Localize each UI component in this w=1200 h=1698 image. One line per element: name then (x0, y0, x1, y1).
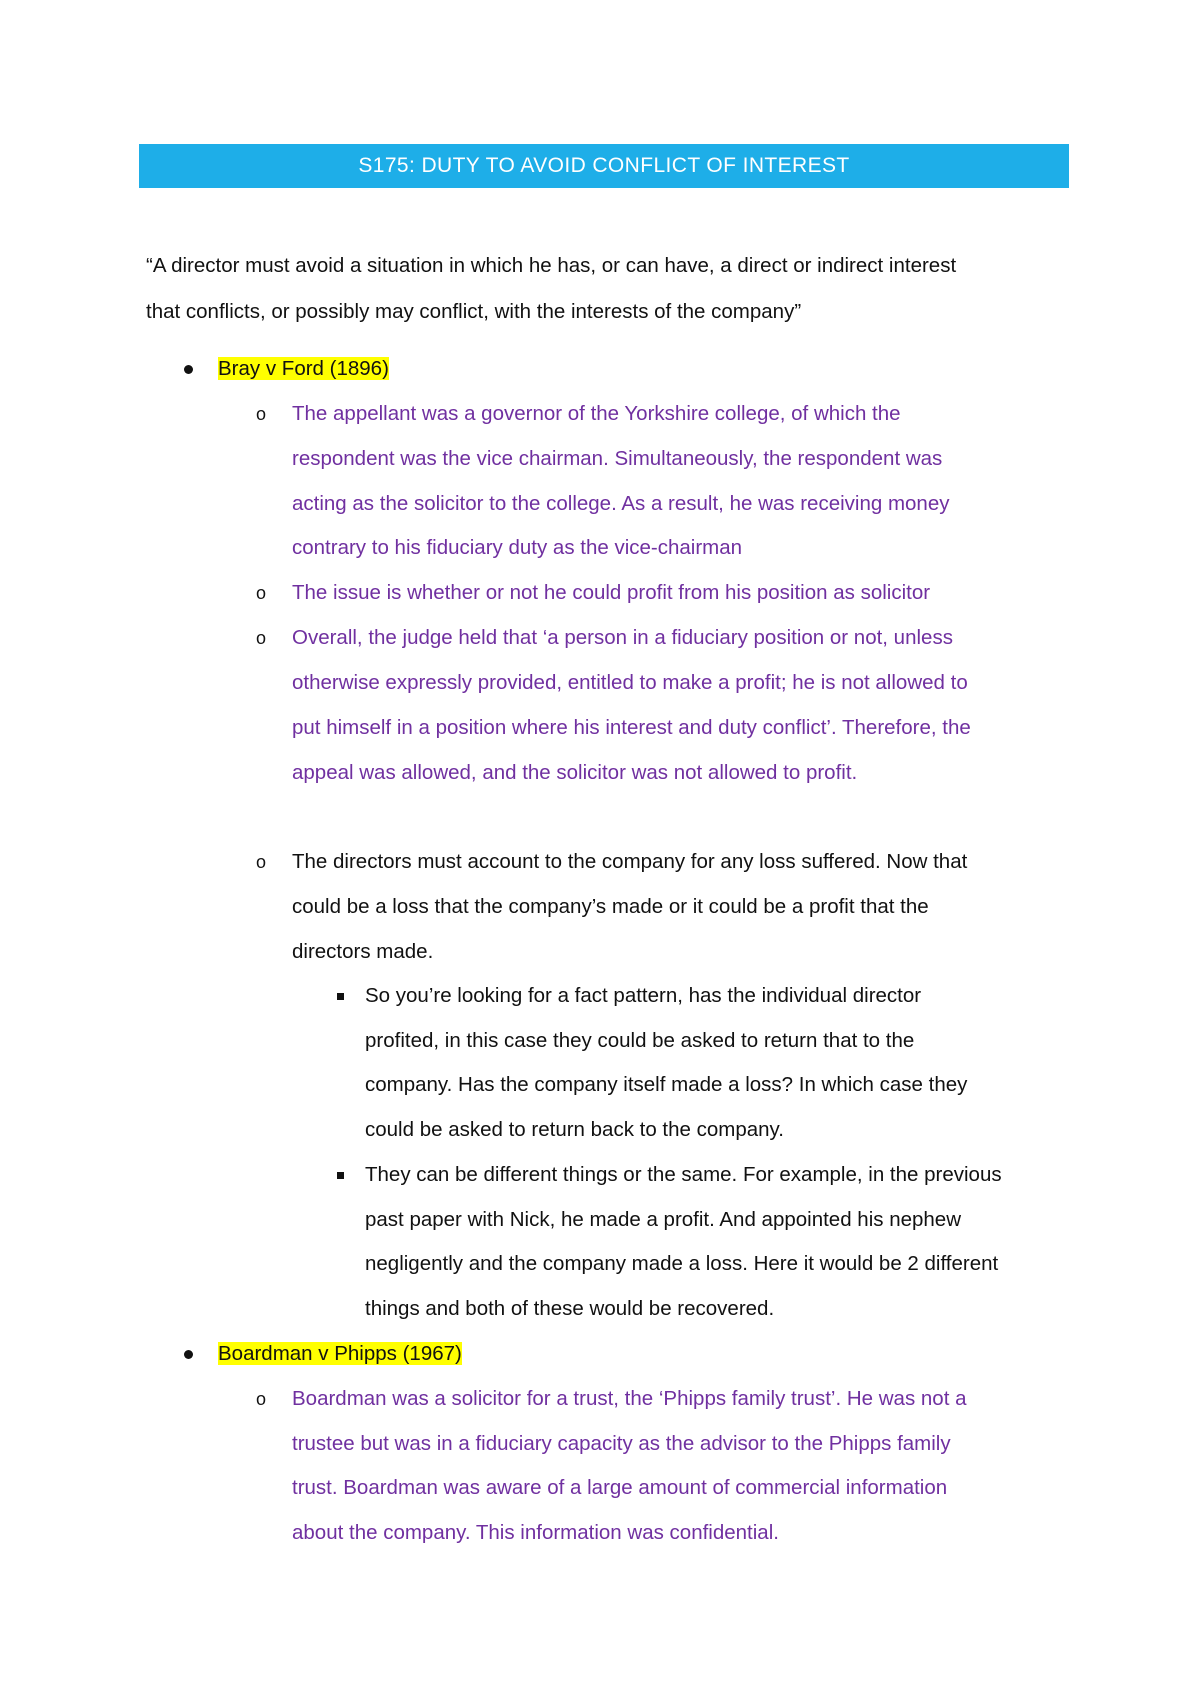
circle-bullet-icon: o (256, 852, 267, 872)
bullet-dot-icon (184, 365, 193, 374)
square-bullet-icon (337, 1172, 344, 1179)
subnote-line: company. Has the company itself made a loss? In which case they (365, 1073, 968, 1096)
facts-line: trust. Boardman was aware of a large amount of commercial information (292, 1476, 948, 1499)
quote-line-1: “A director must avoid a situation in which he has, or can have, a direct or indirect interest (146, 254, 957, 277)
circle-bullet-icon: o (256, 583, 267, 603)
page-title: S175: DUTY TO AVOID CONFLICT OF INTEREST (358, 154, 850, 177)
note-line: directors made. (292, 940, 434, 963)
facts-line: contrary to his fiduciary duty as the vice-chairman (292, 536, 743, 559)
subnote-line: could be asked to return back to the company. (365, 1118, 784, 1141)
note-line: The directors must account to the company for any loss suffered. Now that (292, 850, 968, 873)
held-line: otherwise expressly provided, entitled to make a profit; he is not allowed to (292, 671, 968, 694)
facts-line: respondent was the vice chairman. Simultaneously, the respondent was (292, 447, 943, 470)
square-bullet-icon (337, 993, 344, 1000)
facts-line: trustee but was in a fiduciary capacity as the advisor to the Phipps family (292, 1432, 951, 1455)
subnote-line: profited, in this case they could be asked to return that to the (365, 1029, 915, 1052)
subnote-line: negligently and the company made a loss. Here it would be 2 different (365, 1252, 999, 1275)
subnote-line: So you’re looking for a fact pattern, has the individual director (365, 984, 922, 1007)
case-heading-boardman-v-phipps (218, 1332, 462, 1377)
note-line: could be a loss that the company’s made or it could be a profit that the (292, 895, 929, 918)
circle-bullet-icon: o (256, 1389, 267, 1409)
highlighted-heading: Bray v Ford (1896) (218, 357, 389, 380)
quote-line-2: that conflicts, or possibly may conflict, with the interests of the company” (146, 300, 802, 323)
circle-bullet-icon: o (256, 404, 267, 424)
held-line: Overall, the judge held that ‘a person in a fiduciary position or not, unless (292, 626, 953, 649)
bullet-dot-icon (184, 1350, 193, 1359)
facts-line: Boardman was a solicitor for a trust, the ‘Phipps family trust’. He was not a (292, 1387, 967, 1410)
subnote-line: things and both of these would be recovered. (365, 1297, 775, 1320)
case-heading-bray-v-ford (218, 347, 389, 392)
held-line: appeal was allowed, and the solicitor was not allowed to profit. (292, 761, 858, 784)
subnote-line: past paper with Nick, he made a profit. And appointed his nephew (365, 1208, 962, 1231)
circle-bullet-icon: o (256, 628, 267, 648)
issue-line: The issue is whether or not he could profit from his position as solicitor (292, 581, 931, 604)
facts-line: about the company. This information was confidential. (292, 1521, 779, 1544)
facts-line: acting as the solicitor to the college. As a result, he was receiving money (292, 492, 950, 515)
subnote-line: They can be different things or the same. For example, in the previous (365, 1163, 1002, 1186)
highlighted-heading: Boardman v Phipps (1967) (218, 1342, 462, 1365)
title-banner (139, 144, 1069, 188)
facts-line: The appellant was a governor of the Yorkshire college, of which the (292, 402, 901, 425)
held-line: put himself in a position where his interest and duty conflict’. Therefore, the (292, 716, 971, 739)
